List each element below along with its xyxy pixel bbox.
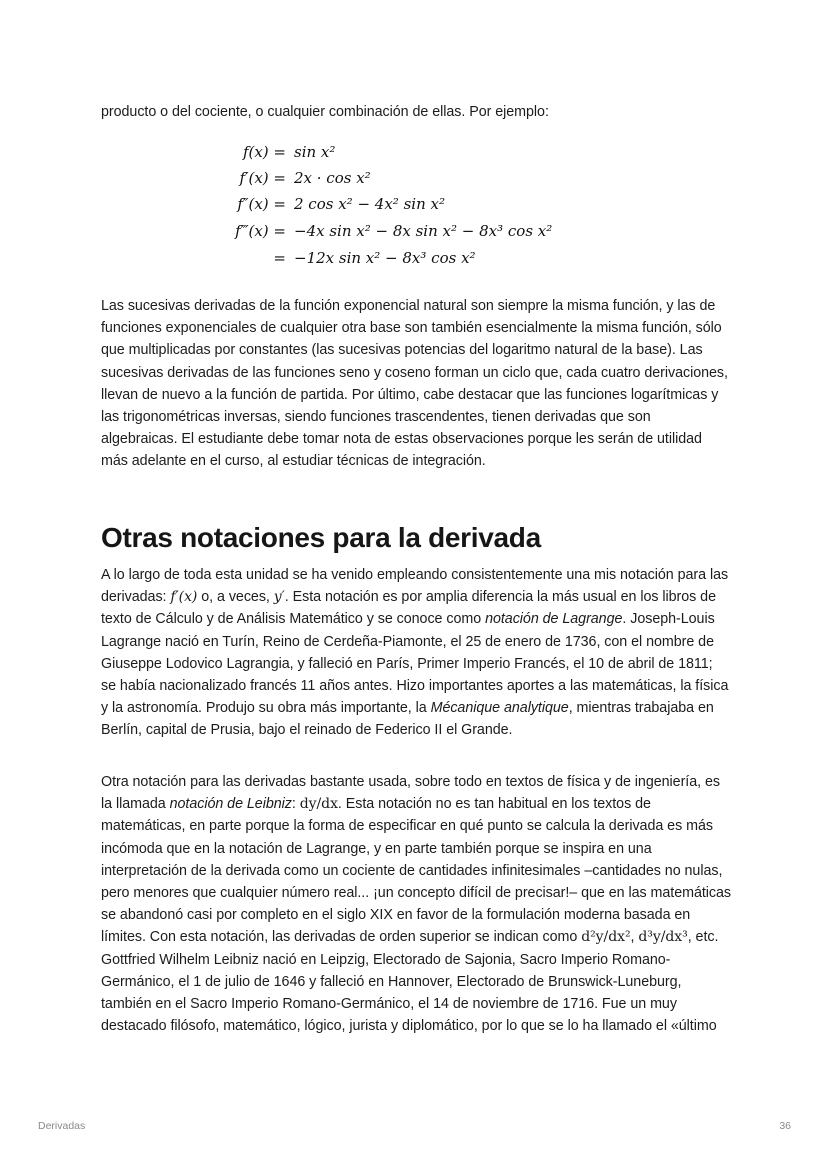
body-paragraph (101, 771, 731, 1037)
equation-lhs: f″(x) = (237, 195, 286, 213)
inline-math: y′ (273, 589, 285, 606)
equation-block (101, 139, 731, 274)
text-run: , mientras trabajaba en Berlín, capital de Prusia, bajo el reinado de Federico II el Grande. (101, 700, 714, 739)
text-run: Otra notación para las derivadas bastante usada, sobre todo en textos de física y de ingeniería, es la llamada (101, 774, 720, 813)
equation-rhs: 2 cos x² − 4x² sin x² (294, 195, 445, 213)
footer-page-number: 36 (779, 1120, 791, 1132)
inline-math: d²y/dx² (581, 929, 631, 946)
emphasis-text: Mécanique analytique (430, 700, 569, 717)
equation-rhs: −12x sin x² − 8x³ cos x² (294, 249, 476, 267)
emphasis-text: notación de Lagrange (485, 611, 623, 628)
text-run: . Esta notación no es tan habitual en los textos de matemáticas, en parte porque la forma de especificar en qué punto se calcula la derivada es más incómoda que en la notación de Lagrange, y en parte también porque se inspira en una interpretación de la derivada como un cociente de cantidades infinitesimales –cantidades no nulas, pero menores que cualquier número real... ¡un concepto difícil de precisar!– que en las matemáticas se abandonó casi por completo en el siglo XIX en favor de la formulación moderna basada en límites. Con esta notación, las derivadas de orden superior se indican como (101, 796, 732, 946)
body-paragraph (101, 564, 731, 742)
text-run: . Joseph-Louis Lagrange nació en Turín, Reino de Cerdeña-Piamonte, el 25 de enero de 1736, con el nombre de Giuseppe Lodovico Lagrangia, y falleció en París, Primer Imperio Francés, el 10 de abril de 1811; se había nacionalizado francés 11 años antes. Hizo importantes aportes a las matemáticas, la física y la astronomía. Produjo su obra más importante, la (101, 611, 729, 717)
emphasis-text: notación de Leibniz (169, 796, 292, 813)
intro-paragraph: producto o del cociente, o cualquier combinación de ellas. Por ejemplo: (101, 104, 549, 120)
text-run: , (630, 929, 639, 946)
footer-chapter-title: Derivadas (38, 1120, 86, 1132)
equation-lhs: f‴(x) = (235, 222, 286, 240)
text-run: , etc. Gottfried Wilhelm Leibniz nació en Leipzig, Electorado de Sajonia, Sacro Imperio Romano-Germánico, el 1 de julio de 1646 y falleció en Hannover, Electorado de Brunswick-Luneburg, también en el Sacro Imperio Romano-Germánico, el 14 de noviembre de 1716. Fue un muy destacado filósofo, matemático, lógico, jurista y diplomático, por lo que se lo ha llamado el «último (101, 929, 719, 1035)
inline-math: dy/dx (299, 796, 338, 813)
text-run: . Esta notación es por amplia diferencia la más usual en los libros de texto de Cálculo y de Análisis Matemático y se conoce como (101, 589, 716, 628)
equation-lhs: f(x) = (242, 143, 286, 161)
text-run: A lo largo de toda esta unidad se ha venido empleando consistentemente una mis notación para las derivadas: (101, 567, 729, 606)
inline-math: d³y/dx³ (638, 929, 688, 946)
equation-lhs: f′(x) = (239, 169, 286, 187)
equation-lhs: = (273, 249, 286, 267)
section-heading: Otras notaciones para la derivada (101, 522, 541, 553)
text-run: o, a veces, (197, 589, 274, 606)
text-run: : (291, 796, 300, 813)
equation-rhs: −4x sin x² − 8x sin x² − 8x³ cos x² (294, 222, 553, 240)
equation-rhs: sin x² (294, 143, 336, 161)
inline-math: f′(x) (170, 589, 198, 606)
equation-rhs: 2x · cos x² (294, 169, 371, 187)
body-paragraph: Las sucesivas derivadas de la función exponencial natural son siempre la misma función, y las de funciones exponenciales de cualquier otra base son también esencialmente la misma función, sólo que multiplicadas por constantes (las sucesivas potencias del logaritmo natural de la base). Las sucesivas derivadas de las funciones seno y coseno forman un ciclo que, cada cuatro derivaciones, llevan de nuevo a la función de partida. Por último, cabe destacar que las funciones logarítmicas y las trigonométricas inversas, siendo funciones trascendentes, tienen derivadas que son algebraicas. El estudiante debe tomar nota de estas observaciones porque les serán de utilidad más adelante en el curso, al estudiar técnicas de integración. (101, 298, 728, 470)
